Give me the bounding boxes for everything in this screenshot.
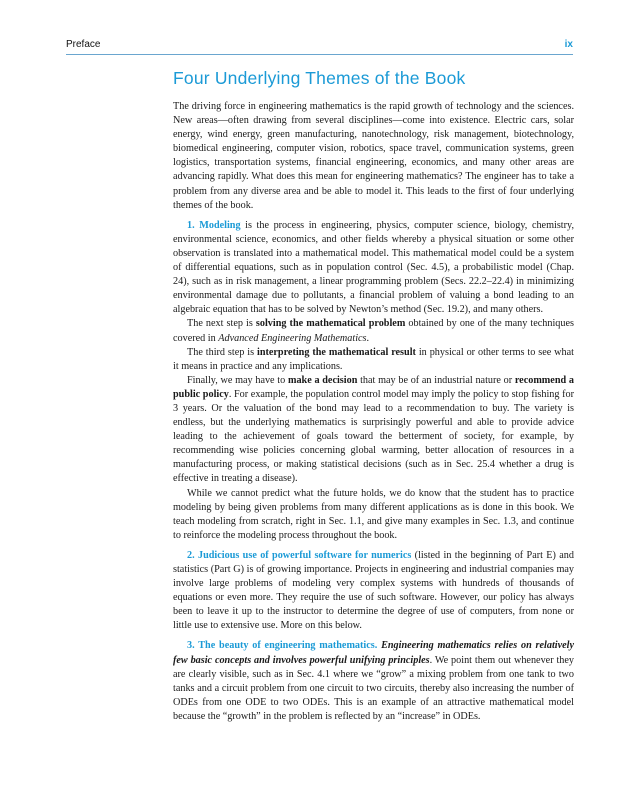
decision-paragraph	[173, 374, 574, 487]
solve-emphasis: solving the mathematical problem	[255, 318, 406, 330]
theme-3-text: . We point them out whenever they are clearly visible, such as in Sec. 4.1 where we “grow” a mixing problem from one tank to two tanks and a circuit problem from one circuit to two circuits, thereby also increasing the number of ODEs from one ODE to two ODEs. This is an example of an attractive mathematical model because the “growth” in the problem is reflected by an “increase” in ODEs.	[173, 654, 574, 722]
decision-text-a: Finally, we may have to	[187, 374, 288, 386]
decision-text-e: . For example, the population control model may imply the policy to stop fishing for 3 years. Or the valuation of the bond may lead to a recommendation to buy. The variety is endless, but the underlying mathematics is surprisingly powerful and able to provide advice leading to the achievement of goals toward the betterment of society, for example, by recommending wise policies concerning global warming, better allocation of resources in a manufacturing process, or making statistical decisions (such as in Sec. 25.4 whether a drug is effective in treating a disease).	[173, 388, 574, 485]
solve-text-c: obtained by one of the many techniques covered in	[173, 318, 574, 344]
solve-paragraph	[173, 317, 574, 345]
theme-1-paragraph	[173, 219, 574, 318]
decision-emphasis: make a decision	[287, 374, 358, 386]
theme-3-paragraph	[173, 639, 574, 724]
decision-text-c: that may be of an industrial nature or	[357, 374, 515, 386]
theme-1-label: 1. Modeling	[187, 219, 241, 231]
theme-2-text: (listed in the beginning of Part E) and statistics (Part G) is of growing importance. Projects in engineering and industrial companies may involve large problems of modeling very complex systems with hundreds of thousands of equations or even more. They require the use of such software. However, our policy has always been to leave it up to the instructor to determine the degree of use of computers, from none or little use to extensive use. More on this below.	[173, 549, 574, 632]
interpret-paragraph	[173, 346, 574, 374]
theme-3-label: 3. The beauty of engineering mathematics.	[187, 640, 378, 652]
theme-2-paragraph	[173, 549, 574, 634]
running-head-section: Preface	[66, 39, 101, 50]
theme-2-label: 2. Judicious use of powerful software for numerics	[187, 549, 412, 561]
interpret-emphasis: interpreting the mathematical result	[257, 346, 416, 358]
page-number: ix	[564, 39, 573, 50]
theme-3-emphasis: Engineering mathematics relies on relatively few basic concepts and involves powerful unifying principles	[173, 640, 574, 666]
solve-text-e: .	[366, 332, 370, 344]
interpret-text-c: in physical or other terms to see what it means in practice and any implications.	[173, 346, 574, 372]
section-title: Four Underlying Themes of the Book	[173, 68, 466, 88]
solve-text-a: The next step is	[187, 318, 256, 330]
policy-emphasis: recommend a public policy	[173, 374, 574, 400]
predict-paragraph: While we cannot predict what the future holds, we do know that the student has to practice modeling by being given problems from many different applications as is done in this book. We teach modeling from scratch, right in Sec. 1.1, and give many examples in Sec. 1.3, and continue to reinforce the modeling process throughout the book.	[173, 487, 574, 541]
intro-paragraph: The driving force in engineering mathematics is the rapid growth of technology and the sciences. New areas—often drawing from several disciplines—come into existence. Electric cars, solar energy, wind energy, green manufacturing, nanotechnology, risk management, biotechnology, biomedical engineering, computer vision, robotics, space travel, communication systems, green logistics, transportation systems, financial engineering, economics, and many other areas are advancing rapidly. What does this mean for engineering mathematics? The engineer has to take a problem from any diverse area and be able to model it. This leads to the first of four underlying themes of the book.	[173, 101, 574, 211]
section-four-themes	[173, 68, 574, 724]
theme-1-text: is the process in engineering, physics, computer science, biology, chemistry, environmental science, economics, and other fields whereby a physical situation or some other observation is translated into a mathematical model. This mathematical model could be a system of differential equations, such as in population control (Sec. 4.5), a probabilistic model (Chap. 24), such as in risk management, a linear programming problem (Secs. 22.2–22.4) in minimizing environmental damage due to pollutants, a financial problem of valuing a bond leading to an algebraic equation that has to be solved by Newton’s method (Sec. 19.2), and many others.	[173, 219, 574, 316]
interpret-text-a: The third step is	[187, 346, 257, 358]
book-title: Advanced Engineering Mathematics	[218, 332, 367, 344]
running-head	[66, 38, 573, 55]
